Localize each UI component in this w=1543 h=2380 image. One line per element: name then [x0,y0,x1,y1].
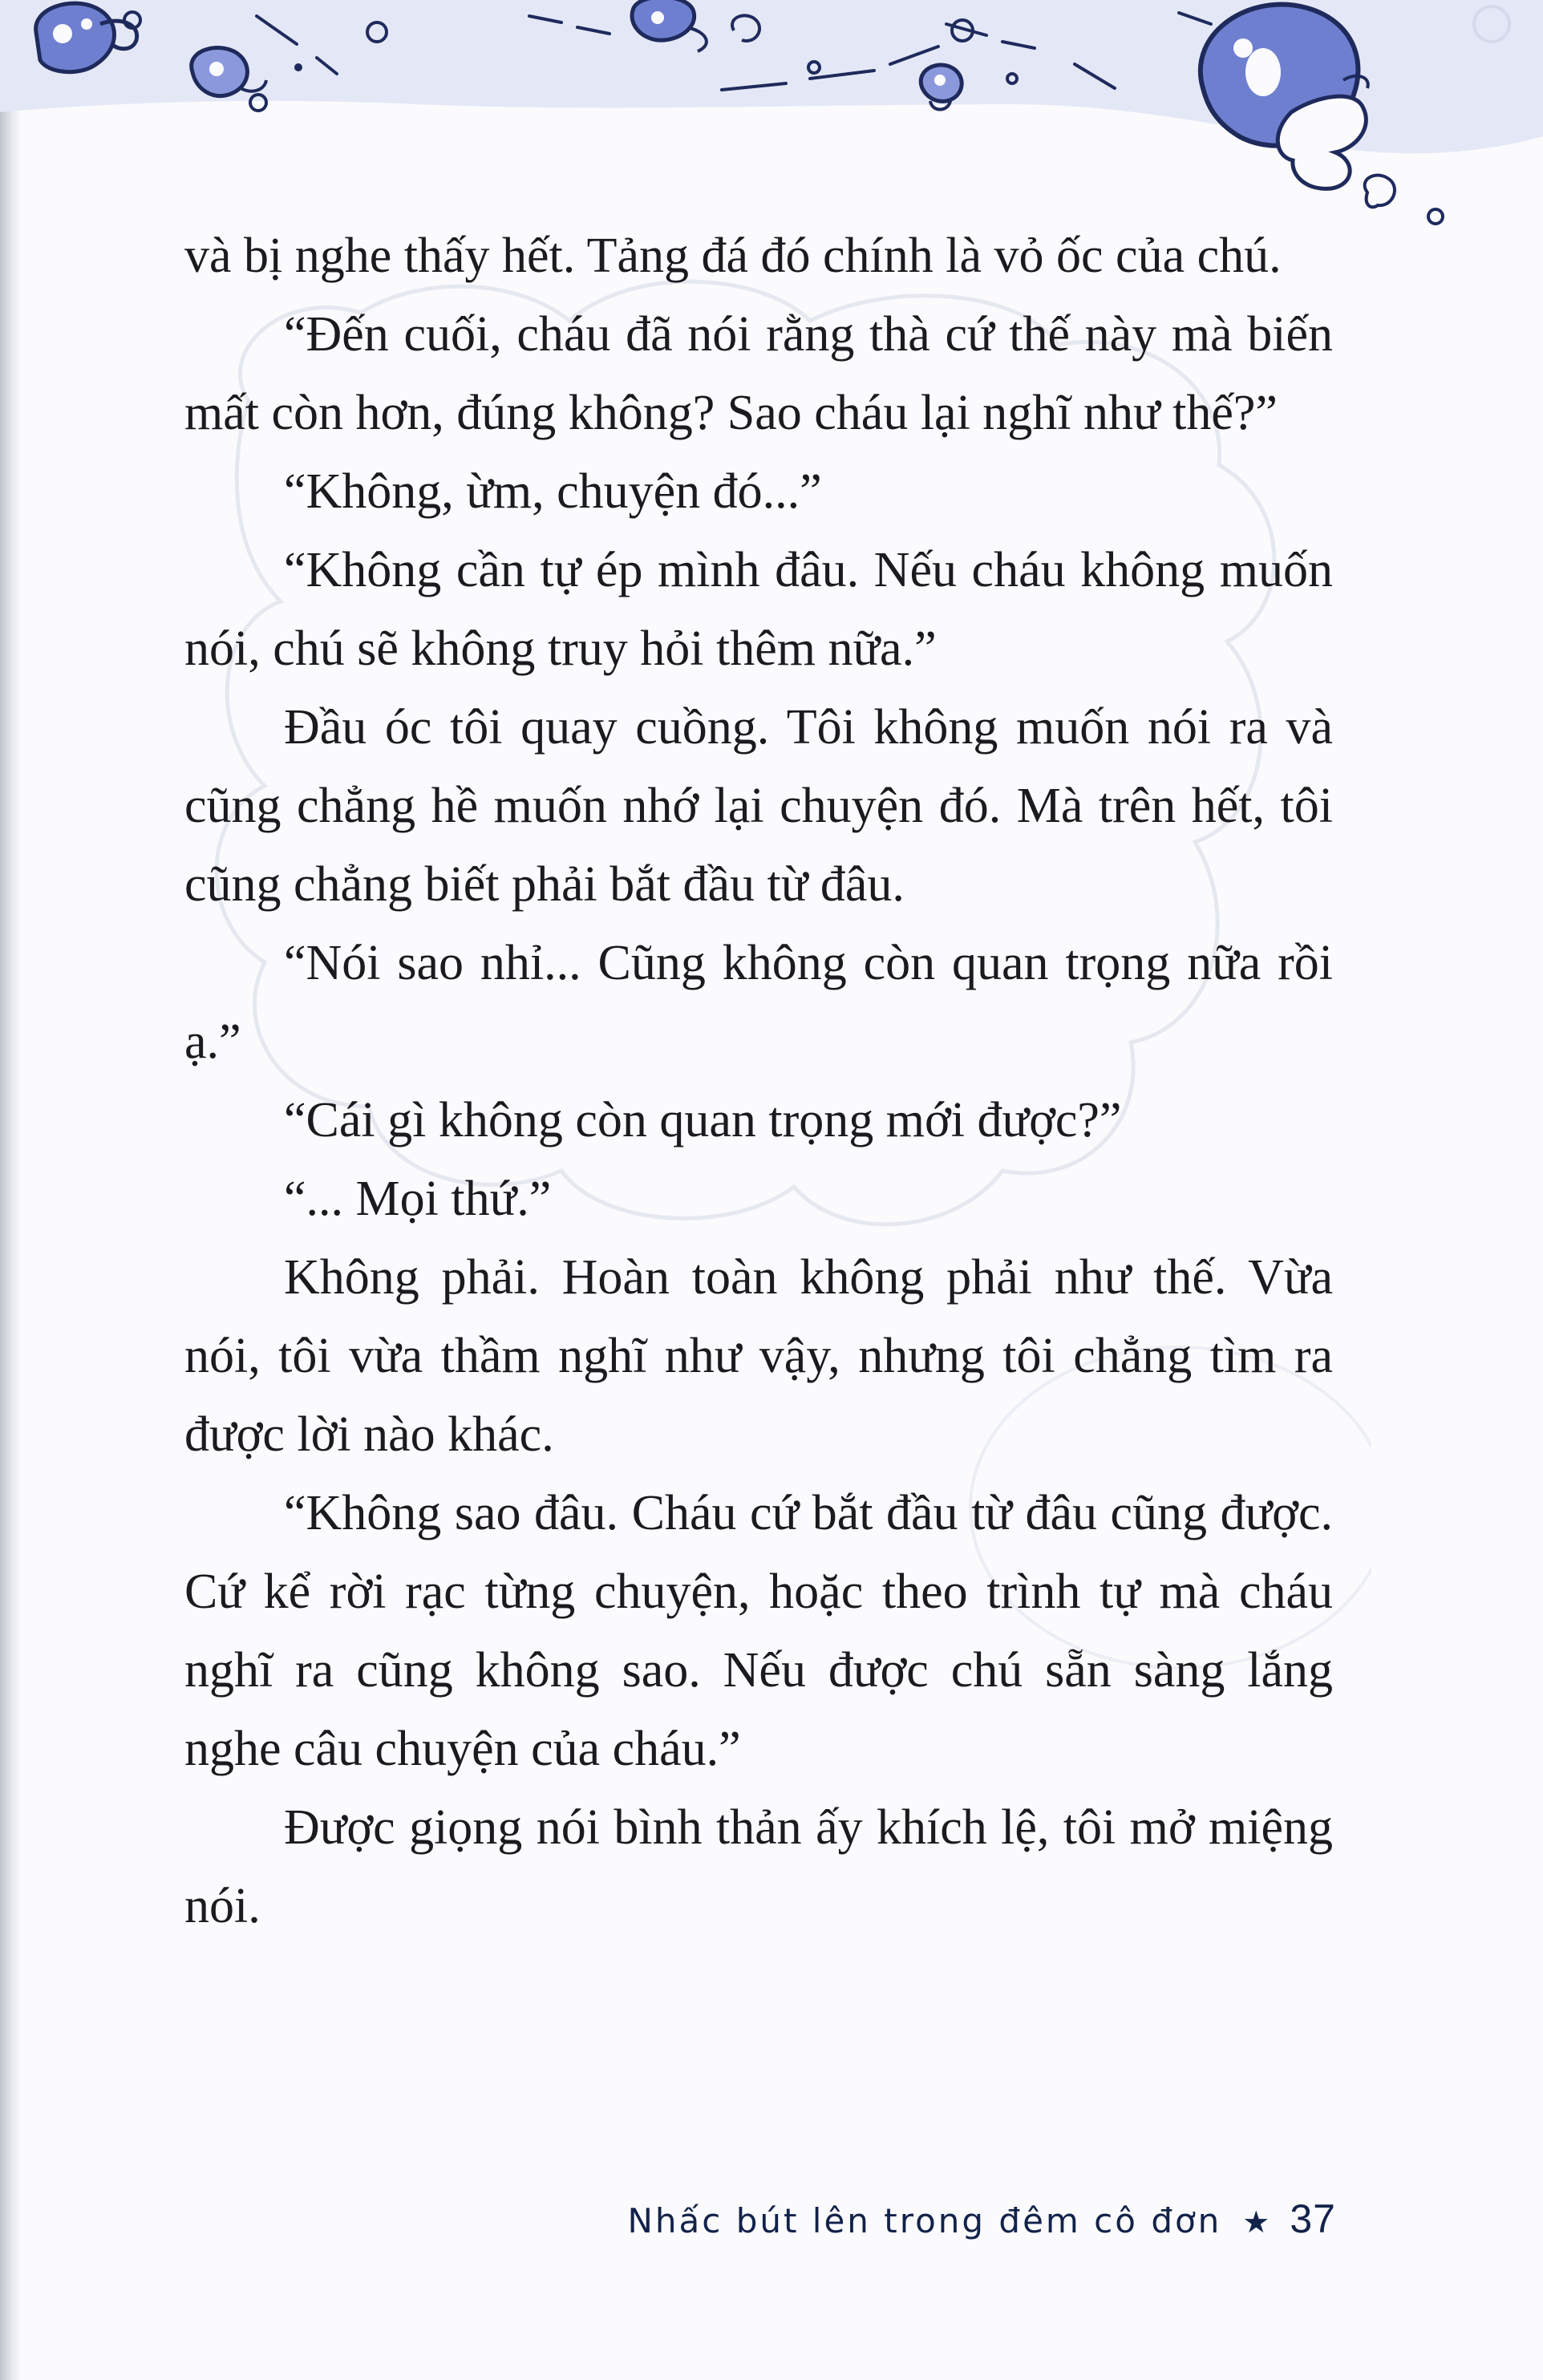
paragraph: “Nói sao nhỉ... Cũng không còn quan trọng nữa rồi ạ.” [184,936,1333,1069]
bubble-icon [294,63,302,71]
star-icon: ★ [1242,2204,1273,2240]
paragraph: “... Mọi thứ.” [284,1172,552,1226]
bubble-icon [1365,176,1395,208]
book-title: Nhấc bút lên trong đêm cô đơn [627,2201,1222,2240]
paragraph: “Cái gì không còn quan trọng mới được?” [284,1093,1122,1148]
page-edge [0,0,21,2380]
paragraph: “Đến cuối, cháu đã nói rằng thà cứ thế này mà biến mất còn hơn, đúng không? Sao cháu lại nghĩ như thế?” [184,307,1333,440]
running-footer [553,2196,1336,2242]
paragraph: “Không cần tự ép mình đâu. Nếu cháu không muốn nói, chú sẽ không truy hỏi thêm nữa.” [184,543,1333,676]
paragraph: Đầu óc tôi quay cuồng. Tôi không muốn nói ra và cũng chẳng hề muốn nhớ lại chuyện đó. Mà trên hết, tôi cũng chẳng biết phải bắt đầu từ đâu. [184,700,1333,912]
body-text [184,217,1333,1945]
mushroom-icon [1201,5,1368,189]
paragraph: Không phải. Hoàn toàn không phải như thế. Vừa nói, tôi vừa thầm nghĩ như vậy, nhưng tôi chẳng tìm ra được lời nào khác. [184,1250,1333,1462]
page-number: 37 [1290,2196,1336,2241]
paragraph: và bị nghe thấy hết. Tảng đá đó chính là vỏ ốc của chú. [184,229,1282,283]
paragraph: “Không sao đâu. Cháu cứ bắt đầu từ đâu cũng được. Cứ kể rời rạc từng chuyện, hoặc theo trình tự mà cháu nghĩ ra cũng không sao. Nếu được chú sẵn sàng lắng nghe câu chuyện của cháu.” [184,1486,1333,1776]
paragraph: “Không, ừm, chuyện đó...” [284,464,822,519]
paragraph: Được giọng nói bình thản ấy khích lệ, tôi mở miệng nói. [184,1800,1333,1933]
bubble-icon [1428,209,1443,224]
